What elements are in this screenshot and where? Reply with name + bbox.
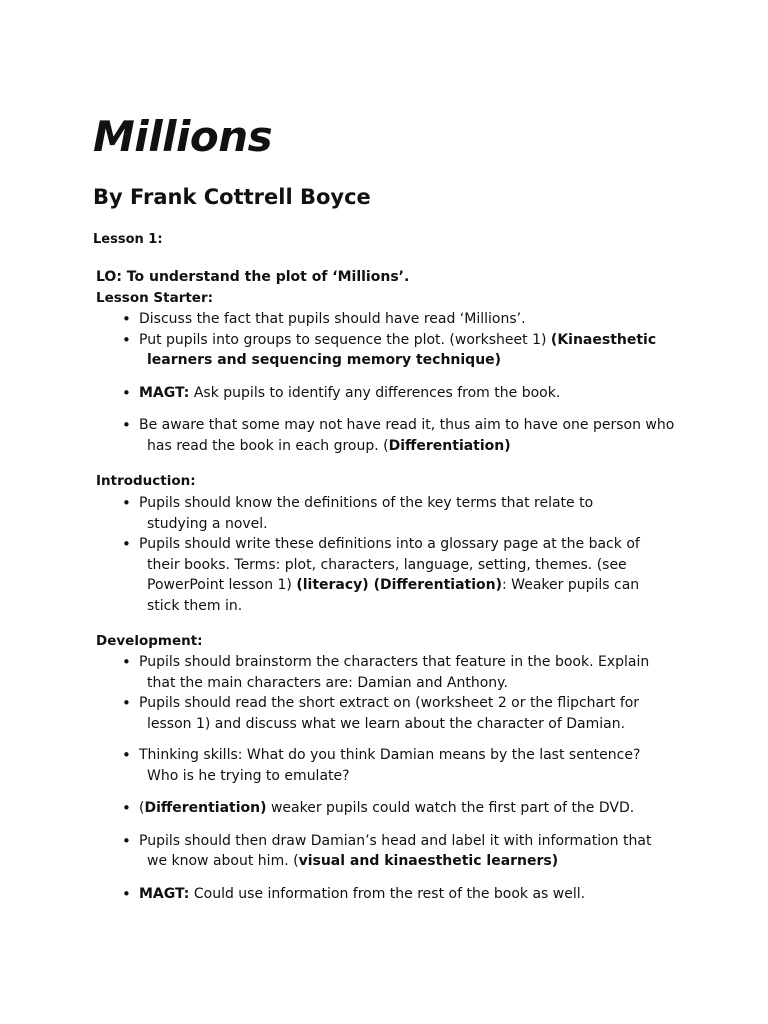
item-text: Ask pupils to identify any differences from the book. bbox=[189, 384, 561, 401]
author-line: By Frank Cottrell Boyce bbox=[93, 185, 371, 209]
item-wrap: their books. Terms: plot, characters, language, setting, themes. (see bbox=[147, 556, 627, 573]
list-item bbox=[120, 330, 690, 371]
item-text: Could use information from the rest of the book as well. bbox=[189, 885, 586, 902]
item-text: Pupils should write these definitions into a glossary page at the back of bbox=[139, 536, 640, 552]
list-item bbox=[120, 798, 690, 819]
learning-objective: LO: To understand the plot of ‘Millions’. bbox=[96, 269, 410, 285]
starter-heading: Lesson Starter: bbox=[96, 290, 214, 306]
item-bold-wrap: learners and sequencing memory technique) bbox=[147, 352, 502, 368]
starter-list bbox=[120, 309, 690, 456]
item-wrap2: PowerPoint lesson 1) bbox=[147, 577, 297, 593]
item-lead-bold: Differentiation) bbox=[144, 800, 267, 816]
item-bold-wrap: visual and kinaesthetic learners) bbox=[298, 853, 559, 869]
list-item bbox=[120, 745, 690, 786]
item-text: Pupils should brainstorm the characters that feature in the book. Explain bbox=[139, 654, 650, 670]
development-list bbox=[120, 652, 690, 904]
item-bold-wrap: Differentiation) bbox=[388, 437, 511, 454]
item-text: Pupils should know the definitions of the key terms that relate to bbox=[139, 495, 594, 511]
item-wrap: has read the book in each group. ( bbox=[147, 437, 389, 454]
item-lead-bold: MAGT: bbox=[139, 384, 190, 401]
list-item bbox=[120, 693, 690, 734]
development-heading: Development: bbox=[96, 633, 203, 649]
list-item bbox=[120, 309, 690, 330]
list-item bbox=[120, 652, 690, 693]
list-item bbox=[120, 415, 690, 456]
list-item bbox=[120, 884, 690, 905]
item-bold: (Kinaesthetic bbox=[550, 331, 657, 348]
item-text: weaker pupils could watch the first part of the DVD. bbox=[266, 800, 635, 816]
item-wrap: Who is he trying to emulate? bbox=[147, 767, 350, 784]
item-wrap: lesson 1) and discuss what we learn about the character of Damian. bbox=[147, 715, 626, 732]
item-text: Thinking skills: What do you think Damian means by the last sentence? bbox=[139, 747, 641, 763]
item-wrap: we know about him. ( bbox=[147, 853, 299, 869]
item-wrap2-tail: : Weaker pupils can bbox=[502, 577, 640, 593]
item-text: Pupils should then draw Damian’s head and label it with information that bbox=[139, 832, 652, 849]
item-wrap3: stick them in. bbox=[147, 597, 243, 614]
item-text: Put pupils into groups to sequence the plot. (worksheet 1) bbox=[139, 331, 551, 348]
list-item bbox=[120, 831, 690, 872]
introduction-heading: Introduction: bbox=[96, 473, 196, 489]
list-item bbox=[120, 493, 690, 534]
item-wrap: studying a novel. bbox=[147, 515, 268, 532]
document-title: Millions bbox=[93, 112, 273, 161]
list-item bbox=[120, 534, 690, 616]
item-text: Discuss the fact that pupils should have read ‘Millions’. bbox=[139, 311, 526, 327]
introduction-list bbox=[120, 493, 690, 616]
item-lead: ( bbox=[139, 800, 145, 816]
item-wrap: that the main characters are: Damian and Anthony. bbox=[147, 674, 508, 691]
item-bold-wrap: (literacy) (Differentiation) bbox=[296, 577, 503, 593]
item-lead-bold: MAGT: bbox=[139, 885, 190, 902]
list-item bbox=[120, 383, 690, 404]
item-text: Pupils should read the short extract on (worksheet 2 or the flipchart for bbox=[139, 695, 640, 711]
lesson-number: Lesson 1: bbox=[93, 232, 163, 247]
item-text: Be aware that some may not have read it, thus aim to have one person who bbox=[139, 417, 675, 433]
